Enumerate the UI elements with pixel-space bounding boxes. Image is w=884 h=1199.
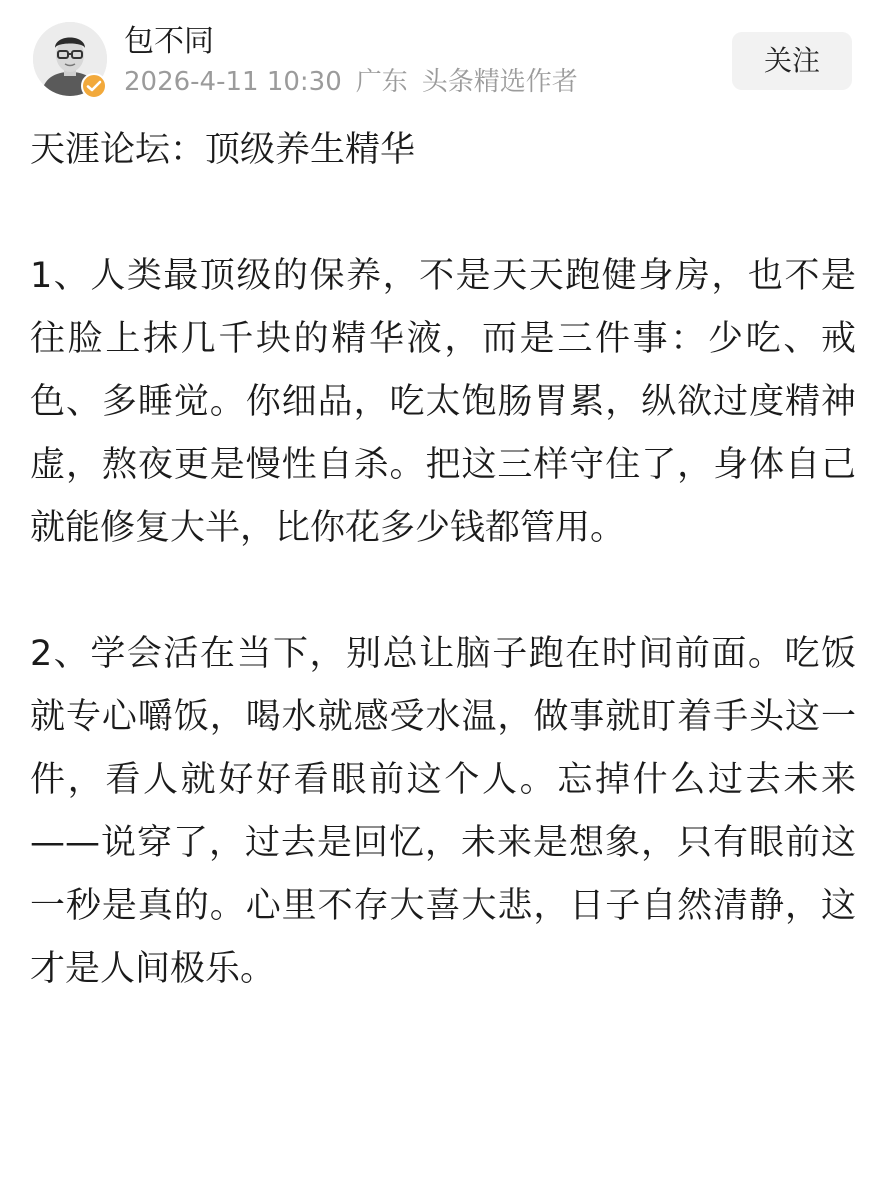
article-body <box>30 118 856 1001</box>
post-header <box>0 0 884 112</box>
article-title: 天涯论坛：顶级养生精华 <box>30 130 416 170</box>
post-location: 广东 <box>355 67 408 97</box>
post-meta <box>124 64 592 100</box>
author-badge: 头条精选作者 <box>421 67 578 97</box>
follow-button[interactable]: 关注 <box>732 32 852 90</box>
verified-badge-icon <box>81 73 107 99</box>
article-paragraph-2: 2、学会活在当下，别总让脑子跑在时间前面。吃饭就专心嚼饭，喝水就感受水温，做事就盯着手头这一件，看人就好好看眼前这个人。忘掉什么过去未来——说穿了，过去是回忆，未来是想象，只有眼前这一秒是真的。心里不存大喜大悲，日子自然清静，这才是人间极乐。 <box>30 634 856 989</box>
post-date: 2026-4-11 10:30 <box>124 67 342 97</box>
article-paragraph-1: 1、人类最顶级的保养，不是天天跑健身房，也不是往脸上抹几千块的精华液，而是三件事：少吃、戒色、多睡觉。你细品，吃太饱肠胃累，纵欲过度精神虚，熬夜更是慢性自杀。把这三样守住了，身体自己就能修复大半，比你花多少钱都管用。 <box>30 256 856 548</box>
author-name[interactable]: 包不同 <box>124 24 214 59</box>
